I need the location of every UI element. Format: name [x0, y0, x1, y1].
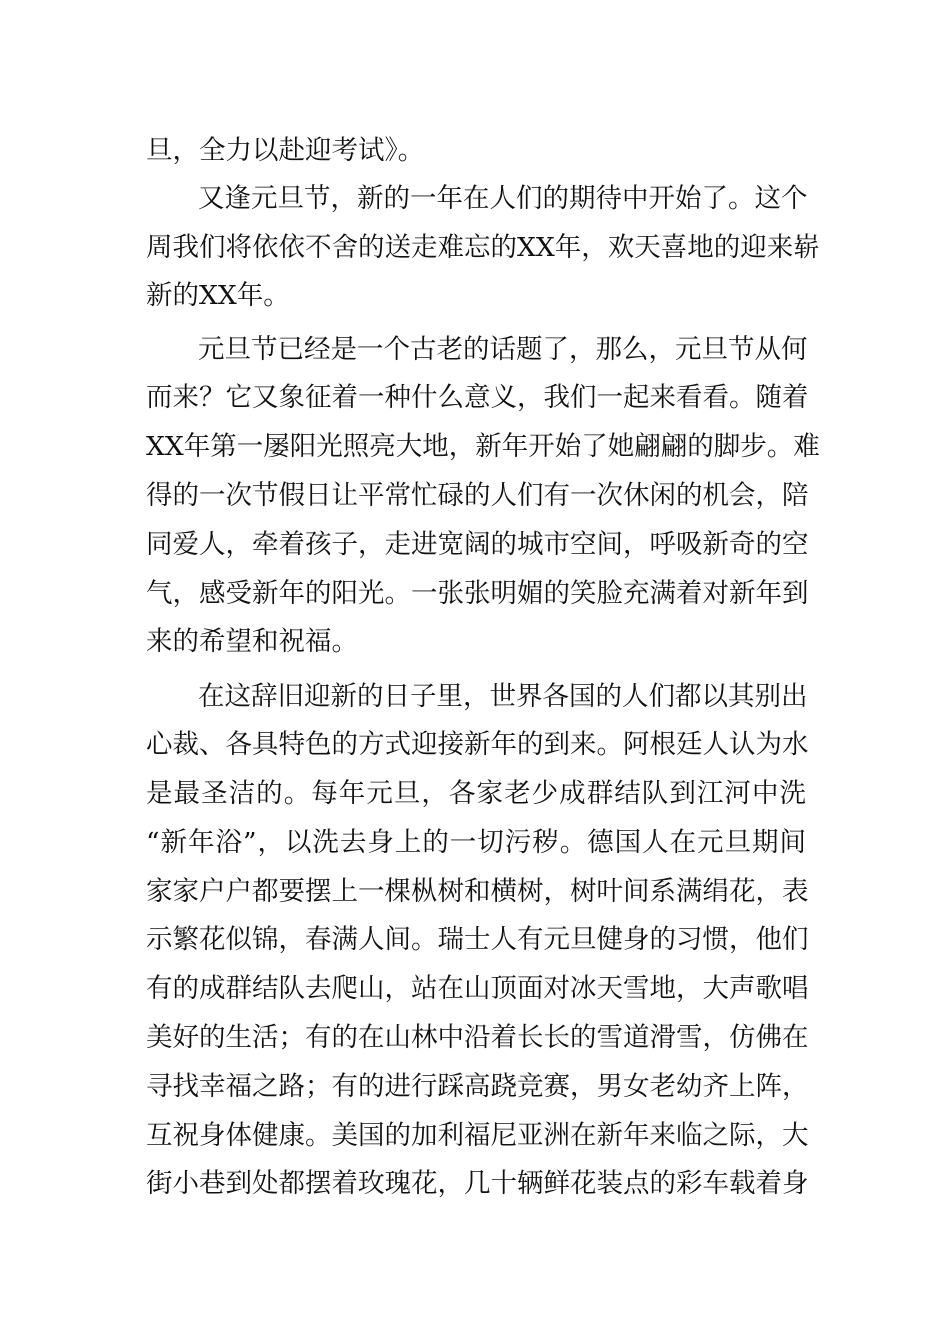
text-line: 同爱人，牵着孩子，走进宽阔的城市空间，呼吸新奇的空 — [146, 529, 809, 560]
text-line: “新年浴”，以洗去身上的一切污秽。德国人在元旦期间 — [146, 827, 806, 858]
text-line: 气，感受新年的阳光。一张张明媚的笑脸充满着对新年到 — [146, 578, 809, 609]
text-line: 寻找幸福之路；有的进行踩高跷竞赛，男女老幼齐上阵， — [146, 1071, 809, 1102]
text-line: 有的成群结队去爬山，站在山顶面对冰天雪地，大声歌唱 — [146, 973, 809, 1004]
text-line: 新的XX年。 — [146, 280, 290, 311]
text-line: 心裁、各具特色的方式迎接新年的到来。阿根廷人认为水 — [146, 729, 809, 760]
text-line: 周我们将依依不舍的送走难忘的XX年，欢天喜地的迎来崭 — [146, 232, 820, 263]
text-line: 家家户户都要摆上一棵枞树和横树，树叶间系满绢花，表 — [146, 876, 809, 907]
text-line: XX年第一屡阳光照亮大地，新年开始了她翩翩的脚步。难 — [146, 431, 820, 462]
text-line: 旦，全力以赴迎考试》。 — [146, 135, 425, 166]
text-line: 街小巷到处都摆着玫瑰花，几十辆鲜花装点的彩车载着身 — [146, 1168, 809, 1199]
text-line: 是最圣洁的。每年元旦，各家老少成群结队到江河中洗 — [146, 778, 806, 809]
text-line: 在这辞旧迎新的日子里，世界各国的人们都以其别出 — [198, 681, 808, 712]
text-line: 又逢元旦节，新的一年在人们的期待中开始了。这个 — [198, 183, 808, 214]
text-line: 示繁花似锦，春满人间。瑞士人有元旦健身的习惯，他们 — [146, 924, 809, 955]
text-line: 得的一次节假日让平常忙碌的人们有一次休闲的机会，陪 — [146, 480, 809, 511]
text-line: 美好的生活；有的在山林中沿着长长的雪道滑雪，仿佛在 — [146, 1022, 809, 1053]
text-line: 来的希望和祝福。 — [146, 626, 358, 657]
text-line: 元旦节已经是一个古老的话题了，那么，元旦节从何 — [198, 334, 808, 365]
text-line: 而来？它又象征着一种什么意义，我们一起来看看。随着 — [146, 382, 809, 413]
text-line: 互祝身体健康。美国的加利福尼亚洲在新年来临之际，大 — [146, 1120, 809, 1151]
